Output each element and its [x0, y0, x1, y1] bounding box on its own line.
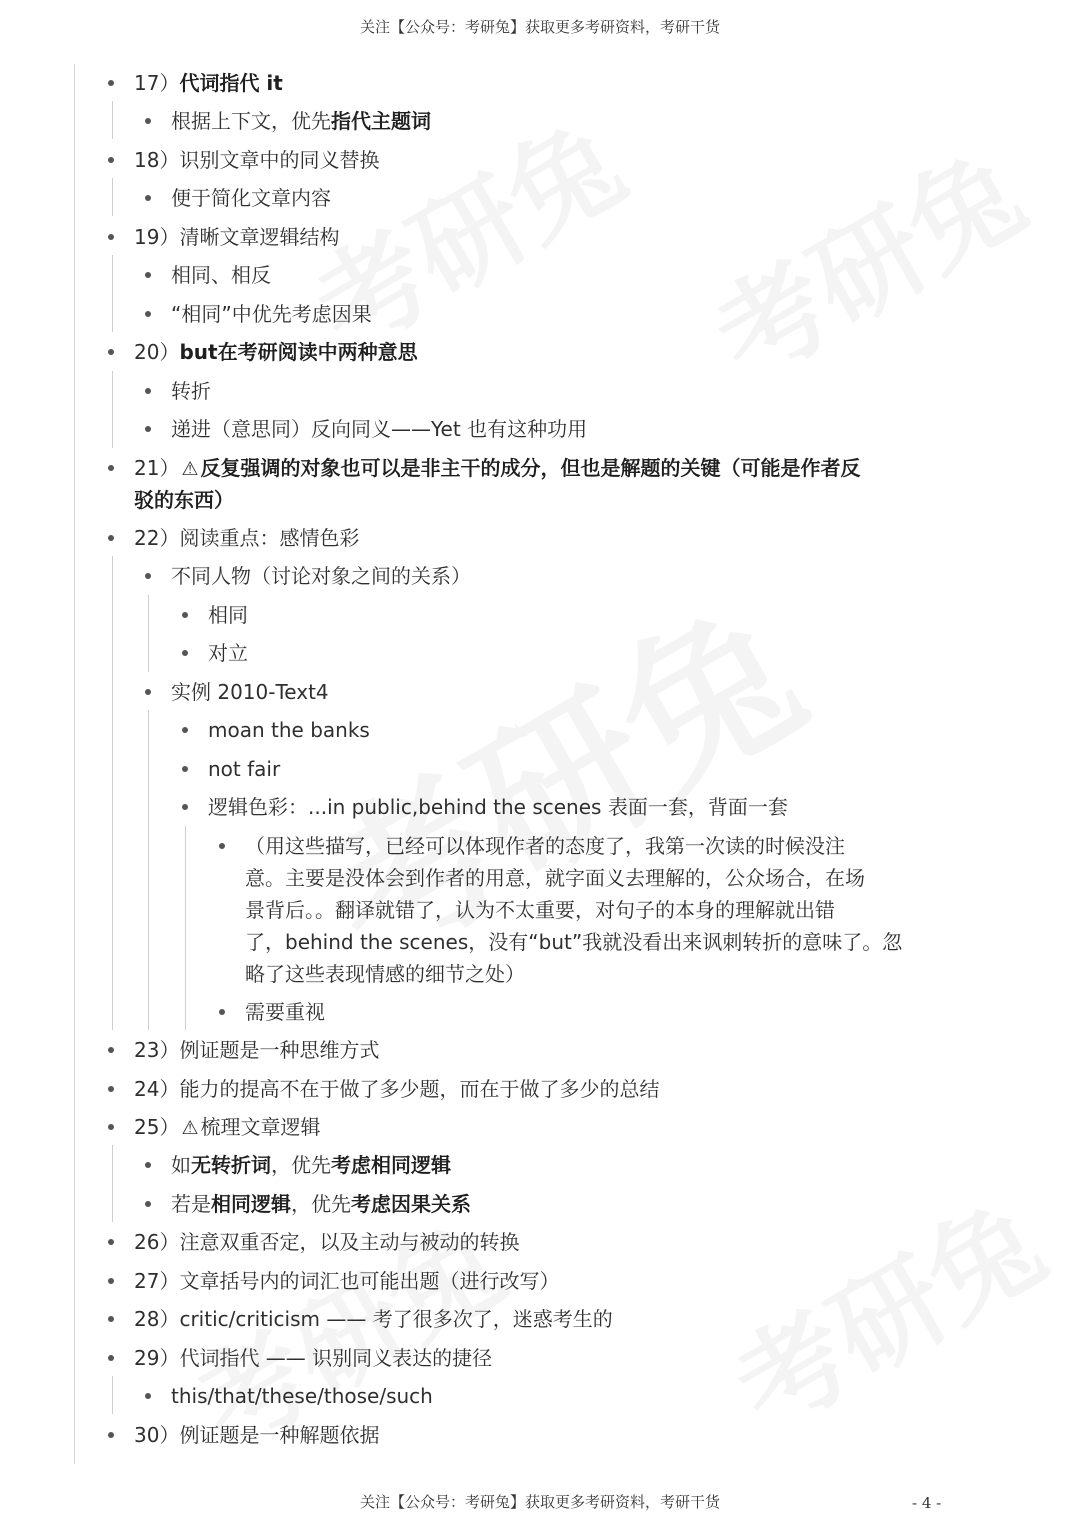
list-item: 递进（意思同）反向同义——Yet 也有这种功用 [171, 413, 587, 445]
list-item: 23）例证题是一种思维方式 [134, 1034, 379, 1066]
bullet [108, 234, 114, 240]
outline-rule [74, 64, 75, 1464]
list-item: “相同”中优先考虑因果 [171, 298, 372, 330]
bullet [145, 1201, 151, 1207]
list-item: 对立 [208, 637, 248, 669]
bullet [145, 118, 151, 124]
bullet [108, 1047, 114, 1053]
bullet [145, 1393, 151, 1399]
bullet [108, 349, 114, 355]
list-item: 26）注意双重否定，以及主动与被动的转换 [134, 1226, 519, 1258]
indent-guide [112, 371, 113, 448]
list-item-continuation: 景背后。。翻译就错了，认为不太重要，对句子的本身的理解就出错 [245, 898, 835, 922]
indent-guide [112, 1376, 113, 1414]
indent-guide [112, 178, 113, 216]
list-item: 便于简化文章内容 [171, 182, 331, 214]
list-item: 转折 [171, 375, 211, 407]
bullet [108, 1355, 114, 1361]
watermark [703, 1158, 1068, 1460]
list-item: 21） ⚠ 反复强调的对象也可以是非主干的成分，但也是解题的关键（可能是作者反 [134, 452, 861, 485]
indent-guide [148, 710, 149, 1030]
page-footer: 关注【公众号：考研兔】获取更多考研资料，考研干货 [359, 1493, 720, 1511]
bullet [108, 1432, 114, 1438]
bullet [108, 1316, 114, 1322]
list-item: 不同人物（讨论对象之间的关系） [171, 560, 471, 592]
list-item: 29）代词指代 —— 识别同义表达的捷径 [134, 1342, 492, 1374]
indent-guide [112, 101, 113, 139]
bullet [219, 1009, 225, 1015]
bullet [108, 1239, 114, 1245]
bullet [182, 766, 188, 772]
list-item: 28）critic/criticism —— 考了很多次了，迷惑考生的 [134, 1303, 613, 1335]
list-item: 20）but在考研阅读中两种意思 [134, 336, 418, 368]
page-header: 关注【公众号：考研兔】获取更多考研资料，考研干货 [359, 18, 720, 36]
list-item: 实例 2010-Text4 [171, 676, 329, 708]
bullet [108, 80, 114, 86]
list-item: this/that/these/those/such [171, 1380, 433, 1412]
bullet [145, 1162, 151, 1168]
page-number: - 4 - [912, 1494, 942, 1512]
bullet [145, 388, 151, 394]
warning-icon: ⚠ [181, 1117, 199, 1139]
list-item: 22）阅读重点：感情色彩 [134, 522, 359, 554]
bullet [108, 1278, 114, 1284]
list-item: 17）代词指代 it [134, 67, 283, 99]
indent-guide [112, 1145, 113, 1222]
list-item: 25） ⚠ 梳理文章逻辑 [134, 1111, 321, 1144]
list-item: 相同、相反 [171, 259, 271, 291]
bullet [145, 311, 151, 317]
warning-icon: ⚠ [181, 458, 199, 480]
indent-guide [112, 556, 113, 1030]
bullet [182, 650, 188, 656]
bullet [108, 1124, 114, 1130]
bullet [108, 1086, 114, 1092]
list-item: 若是相同逻辑，优先考虑因果关系 [171, 1188, 471, 1220]
bullet [145, 272, 151, 278]
list-item-continuation: 意。主要是没体会到作者的用意，就字面义去理解的，公众场合，在场 [245, 866, 865, 890]
list-item: 如无转折词，优先考虑相同逻辑 [171, 1149, 451, 1181]
list-item: not fair [208, 753, 280, 785]
list-item-continuation: 了，behind the scenes，没有“but”我就没看出来讽刺转折的意味了。忽 [245, 930, 903, 954]
indent-guide [148, 595, 149, 672]
bullet [108, 465, 114, 471]
watermark [683, 108, 1048, 410]
list-item: 24）能力的提高不在于做了多少题，而在于做了多少的总结 [134, 1073, 659, 1105]
list-item: 根据上下文，优先指代主题词 [171, 105, 431, 137]
list-item: 27）文章括号内的词汇也可能出题（进行改写） [134, 1265, 559, 1297]
bullet [108, 157, 114, 163]
list-item: 相同 [208, 599, 248, 631]
list-item-continuation: 驳的东西） [134, 488, 234, 512]
bullet [182, 612, 188, 618]
indent-guide [112, 255, 113, 332]
list-item: （用这些描写，已经可以体现作者的态度了，我第一次读的时候没注 [245, 830, 845, 862]
bullet [108, 535, 114, 541]
bullet [182, 804, 188, 810]
list-item: 逻辑色彩：...in public,behind the scenes 表面一套，背面一套 [208, 791, 788, 823]
bullet [145, 573, 151, 579]
list-item: 18）识别文章中的同义替换 [134, 144, 379, 176]
indent-guide [185, 826, 186, 1030]
list-item: 19）清晰文章逻辑结构 [134, 221, 339, 253]
bullet [182, 727, 188, 733]
bullet [145, 195, 151, 201]
list-item: 需要重视 [245, 996, 325, 1028]
bullet [219, 843, 225, 849]
list-item: moan the banks [208, 714, 370, 746]
bullet [145, 689, 151, 695]
list-item-continuation: 略了这些表现情感的细节之处） [245, 962, 525, 986]
list-item: 30）例证题是一种解题依据 [134, 1419, 379, 1451]
bullet [145, 426, 151, 432]
